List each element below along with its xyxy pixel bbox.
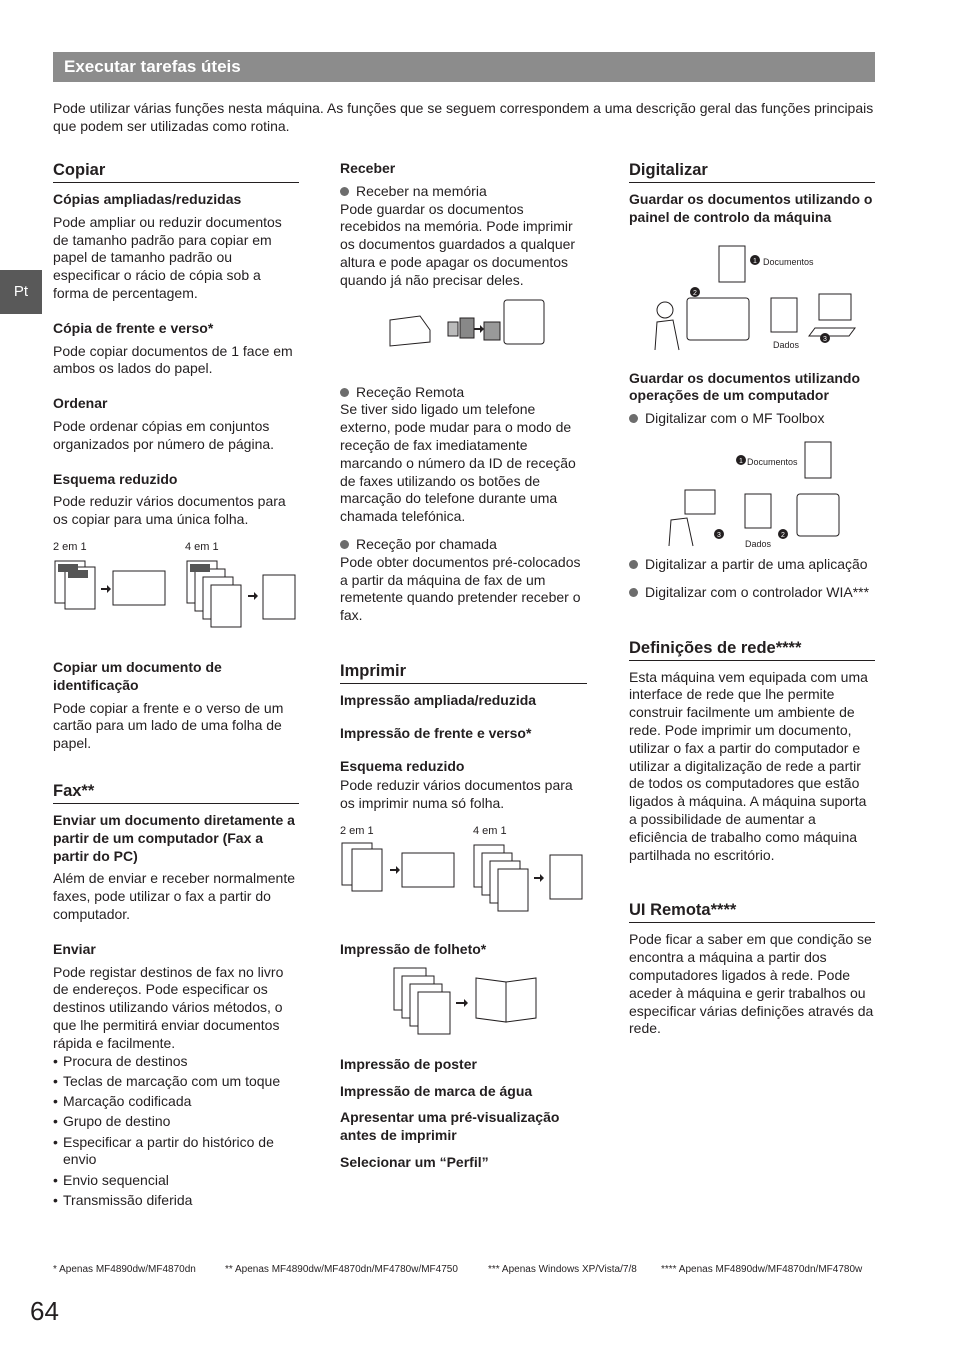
imprimir-s7-title: Apresentar uma pré-visualização antes de imprimir xyxy=(340,1109,560,1144)
imprimir-s5-title: Impressão de poster xyxy=(340,1055,477,1072)
list-item: • Transmissão diferida xyxy=(53,1192,299,1210)
copiar-s1-title: Cópias ampliadas/reduzidas xyxy=(53,191,242,207)
ui-remota-text: Pode ficar a saber em que condição se encontra a máquina a partir dos computadores ligados à rede. Pode aceder à máquina e gerir trabalhos ou especificar várias definições através da rede. xyxy=(629,931,874,1037)
imprimir-s2-title: Impressão de frente e verso* xyxy=(340,724,532,741)
intro-text: Pode utilizar várias funções nesta máquina. As funções que se seguem correspondem a uma descrição geral das funções principais que podem ser utilizadas como rotina. xyxy=(53,100,874,134)
svg-text:1: 1 xyxy=(739,457,743,465)
imprimir-s8-title: Selecionar um “Perfil” xyxy=(340,1153,489,1170)
receber-b1-title: Receber na memória xyxy=(340,183,587,201)
copiar-s4-text: Pode reduzir vários documentos para os copiar para uma única folha. xyxy=(53,493,286,528)
svg-text:1: 1 xyxy=(753,257,757,265)
receber-b3-text: Pode obter documentos pré-colocados a partir da máquina de fax de um remetente quando pretender receber o fax. xyxy=(340,553,581,624)
list-item: • Teclas de marcação com um toque xyxy=(53,1073,299,1091)
column-right xyxy=(629,160,875,1038)
list-item: • Marcação codificada xyxy=(53,1093,299,1111)
fig1-label-dados: Dados xyxy=(773,339,800,350)
booklet-illustration xyxy=(340,964,587,1056)
copy-layout-illustration xyxy=(53,539,299,659)
imprimir-s1-title: Impressão ampliada/reduzida xyxy=(340,691,537,708)
copiar-s4-title: Esquema reduzido xyxy=(53,470,178,487)
imprimir-heading: Imprimir xyxy=(340,661,587,684)
fax-s1-title: Enviar um documento diretamente a partir de um computador (Fax a partir do PC) xyxy=(53,811,295,864)
list-item: • Especificar a partir do histórico de envio xyxy=(53,1134,299,1170)
digitalizar-s2-title: Guardar os documentos utilizando operações de um computador xyxy=(629,369,861,404)
rede-heading: Definições de rede**** xyxy=(629,638,875,661)
scan-workflow-icon xyxy=(629,428,875,552)
imprimir-s6-title: Impressão de marca de água xyxy=(340,1082,533,1099)
copiar-s5-text: Pode copiar a frente e o verso de um cartão para um lado de uma folha de papel. xyxy=(53,699,284,752)
copiar-s2-text: Pode copiar documentos de 1 face em ambos os lados do papel. xyxy=(53,342,293,377)
fax-machine-icon xyxy=(340,290,587,370)
list-item: • Grupo de destino xyxy=(53,1113,299,1131)
digitalizar-b3: Digitalizar com o controlador WIA*** xyxy=(629,584,875,602)
scan-computer-illustration xyxy=(629,428,875,556)
label-4in1: 4 em 1 xyxy=(185,540,219,553)
imprimir-s4-title: Impressão de folheto* xyxy=(340,940,487,957)
scan-workflow-icon xyxy=(629,232,875,356)
imprimir-s3-text: Pode reduzir vários documentos para os imprimir numa só folha. xyxy=(340,777,573,812)
page-number: 64 xyxy=(30,1296,59,1326)
ui-remota-heading: UI Remota**** xyxy=(629,900,875,923)
layout-diagram-icon xyxy=(340,839,587,939)
language-tab: Pt xyxy=(0,270,42,314)
svg-text:2: 2 xyxy=(693,289,697,297)
list-item: • Envio sequencial xyxy=(53,1172,299,1190)
digitalizar-heading: Digitalizar xyxy=(629,160,875,183)
copiar-heading: Copiar xyxy=(53,160,299,183)
label-2in1: 2 em 1 xyxy=(53,540,87,553)
column-left xyxy=(53,160,299,1212)
fax-s1-text: Além de enviar e receber normalmente faxes, pode utilizar o fax a partir do computador. xyxy=(53,870,296,922)
copiar-s1-text: Pode ampliar ou reduzir documentos de tamanho padrão para copiar em papel de tamanho padrão ou especificar o rácio de cópia sob a forma de percentagem. xyxy=(53,213,282,301)
svg-text:3: 3 xyxy=(717,531,721,539)
section-title: Executar tarefas úteis xyxy=(64,57,241,76)
digitalizar-s1-title: Guardar os documentos utilizando o painel de controlo da máquina xyxy=(629,191,873,225)
label-4in1: 4 em 1 xyxy=(473,824,507,837)
footnote-4: **** Apenas MF4890dw/MF4870dn/MF4780w xyxy=(661,1264,863,1275)
booklet-icon xyxy=(340,964,587,1050)
digitalizar-b1: Digitalizar com o MF Toolbox xyxy=(629,410,875,428)
fig2-label-documentos: Documentos xyxy=(747,456,798,467)
receber-b3-title: Receção por chamada xyxy=(340,536,587,554)
layout-diagram-icon xyxy=(53,555,299,655)
receber-title: Receber xyxy=(340,160,396,176)
imprimir-s3-title: Esquema reduzido xyxy=(340,757,465,774)
svg-text:3: 3 xyxy=(823,335,827,343)
footnote-3: *** Apenas Windows XP/Vista/7/8 xyxy=(488,1264,637,1275)
scan-panel-illustration xyxy=(629,232,875,360)
copiar-s5-title: Copiar um documento de identificação xyxy=(53,658,222,693)
print-layout-illustration xyxy=(340,823,587,941)
fax-s2-text: Pode registar destinos de fax no livro de endereços. Pode especificar os destinos utilizando vários métodos, o que lhe permitirá enviar documentos rápida e facilmente. xyxy=(53,963,284,1051)
column-middle xyxy=(340,160,587,1177)
fax-heading: Fax** xyxy=(53,781,299,804)
fax-receive-illustration xyxy=(340,290,587,374)
fig1-label-documentos: Documentos xyxy=(763,256,814,267)
receber-b2-title: Receção Remota xyxy=(340,384,587,402)
footnote-1: * Apenas MF4890dw/MF4870dn xyxy=(53,1264,196,1275)
label-2in1: 2 em 1 xyxy=(340,824,374,837)
fig2-label-dados: Dados xyxy=(745,538,772,549)
list-item: • Procura de destinos xyxy=(53,1053,299,1071)
svg-text:2: 2 xyxy=(781,531,785,539)
footnote-2: ** Apenas MF4890dw/MF4870dn/MF4780w/MF4750 xyxy=(225,1264,458,1275)
copiar-s3-text: Pode ordenar cópias em conjuntos organizados por número de página. xyxy=(53,417,275,452)
digitalizar-b2: Digitalizar a partir de uma aplicação xyxy=(629,556,875,574)
copiar-s3-title: Ordenar xyxy=(53,395,108,412)
receber-b2-text: Se tiver sido ligado um telefone externo, pode mudar para o modo de receção de fax imediatamente marcando o número da ID de receção de faxes utilizando os botões de marcação do telefone durante uma chamada telefónica. xyxy=(340,401,576,525)
rede-text: Esta máquina vem equipada com uma interface de rede que lhe permite construir facilmente um ambiente de rede. Pode imprimir um documento, utilizar o fax a partir do computador e utilizar a digitalização de rede a partir de todos os computadores que estão ligados à máquina. A máquina suporta a possibilidade de aumentar a eficiência de trabalho como máquina partilhada no escritório. xyxy=(629,668,868,863)
fax-s2-title: Enviar xyxy=(53,940,96,957)
receber-b1-text: Pode guardar os documentos recebidos na memória. Pode imprimir os documentos guardados a qualquer altura e pode apagar os documentos quando já não precisar deles. xyxy=(340,200,576,288)
send-options-list xyxy=(53,1053,299,1210)
copiar-s2-title: Cópia de frente e verso* xyxy=(53,319,214,336)
section-banner xyxy=(53,52,875,82)
